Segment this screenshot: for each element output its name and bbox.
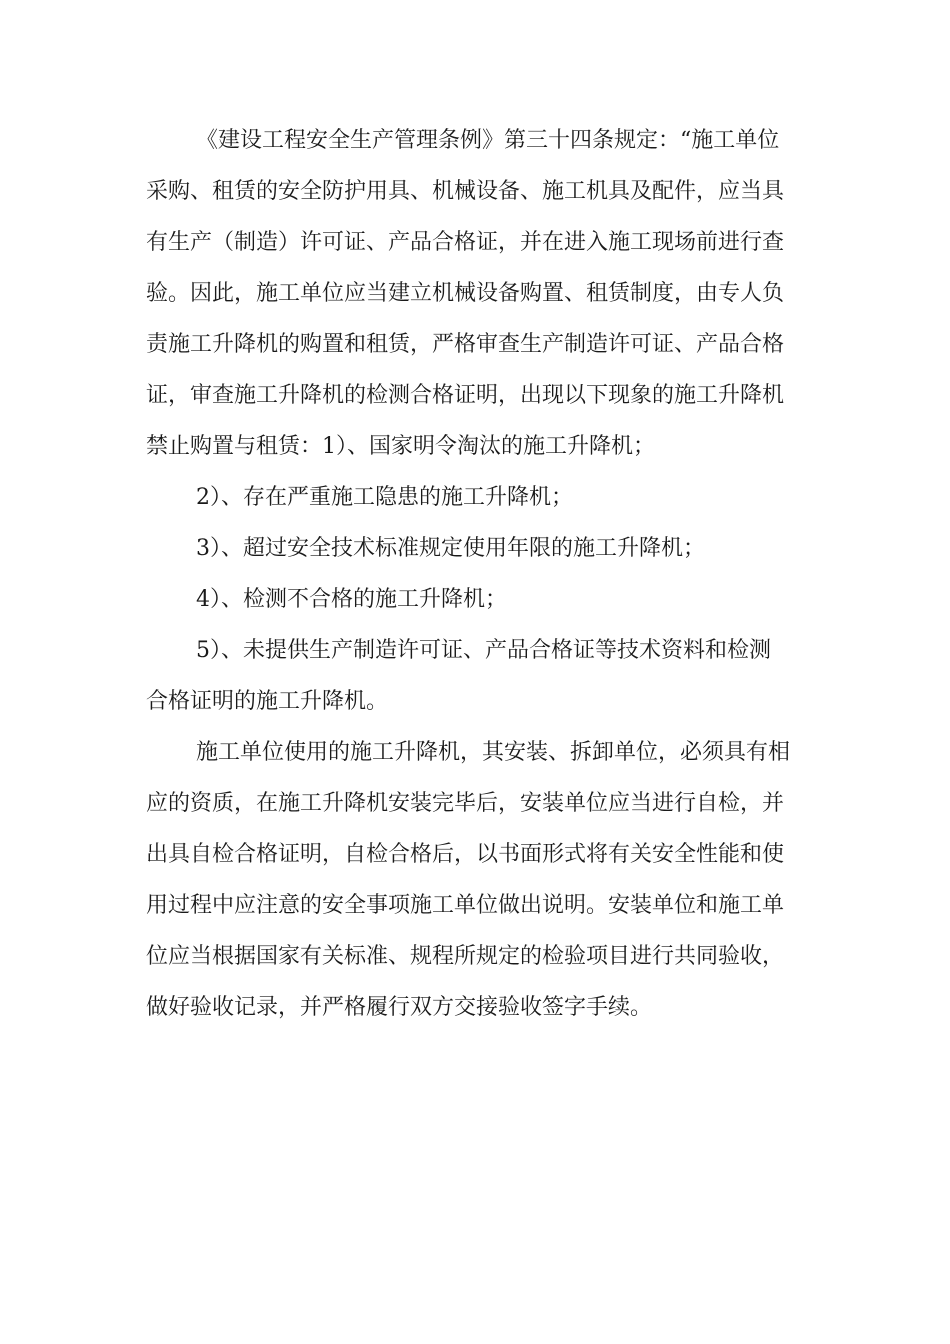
paragraph-1-line-4: 验。因此，施工单位应当建立机械设备购置、租赁制度，由专人负 <box>146 281 785 306</box>
list-item-3: 3）、超过安全技术标准规定使用年限的施工升降机； <box>196 536 705 561</box>
paragraph-2-line-4: 用过程中应注意的安全事项施工单位做出说明。安装单位和施工单 <box>146 893 785 918</box>
paragraph-2-line-1: 施工单位使用的施工升降机，其安装、拆卸单位，必须具有相 <box>196 740 791 765</box>
paragraph-1-line-6: 证，审查施工升降机的检测合格证明，出现以下现象的施工升降机 <box>146 383 785 408</box>
paragraph-2-line-6: 做好验收记录，并严格履行双方交接验收签字手续。 <box>146 995 653 1020</box>
paragraph-2-line-2: 应的资质，在施工升降机安装完毕后，安装单位应当进行自检，并 <box>146 791 785 816</box>
paragraph-1-line-1: 《建设工程安全生产管理条例》第三十四条规定：“施工单位 <box>196 128 780 153</box>
paragraph-1-line-5: 责施工升降机的购置和租赁，严格审查生产制造许可证、产品合格 <box>146 332 785 357</box>
list-item-5-line-1: 5）、未提供生产制造许可证、产品合格证等技术资料和检测 <box>196 638 771 663</box>
paragraph-1-line-3: 有生产（制造）许可证、产品合格证，并在进入施工现场前进行查 <box>146 230 785 255</box>
paragraph-1-line-2: 采购、租赁的安全防护用具、机械设备、施工机具及配件，应当具 <box>146 179 785 204</box>
list-item-5-line-2: 合格证明的施工升降机。 <box>146 689 389 714</box>
list-item-4: 4）、检测不合格的施工升降机； <box>196 587 507 612</box>
paragraph-2-line-5: 位应当根据国家有关标准、规程所规定的检验项目进行共同验收， <box>146 944 785 969</box>
list-item-2: 2）、存在严重施工隐患的施工升降机； <box>196 485 573 510</box>
paragraph-2-line-3: 出具自检合格证明，自检合格后，以书面形式将有关安全性能和使 <box>146 842 785 867</box>
paragraph-1-line-7: 禁止购置与租赁：1）、国家明令淘汰的施工升降机； <box>146 434 655 459</box>
